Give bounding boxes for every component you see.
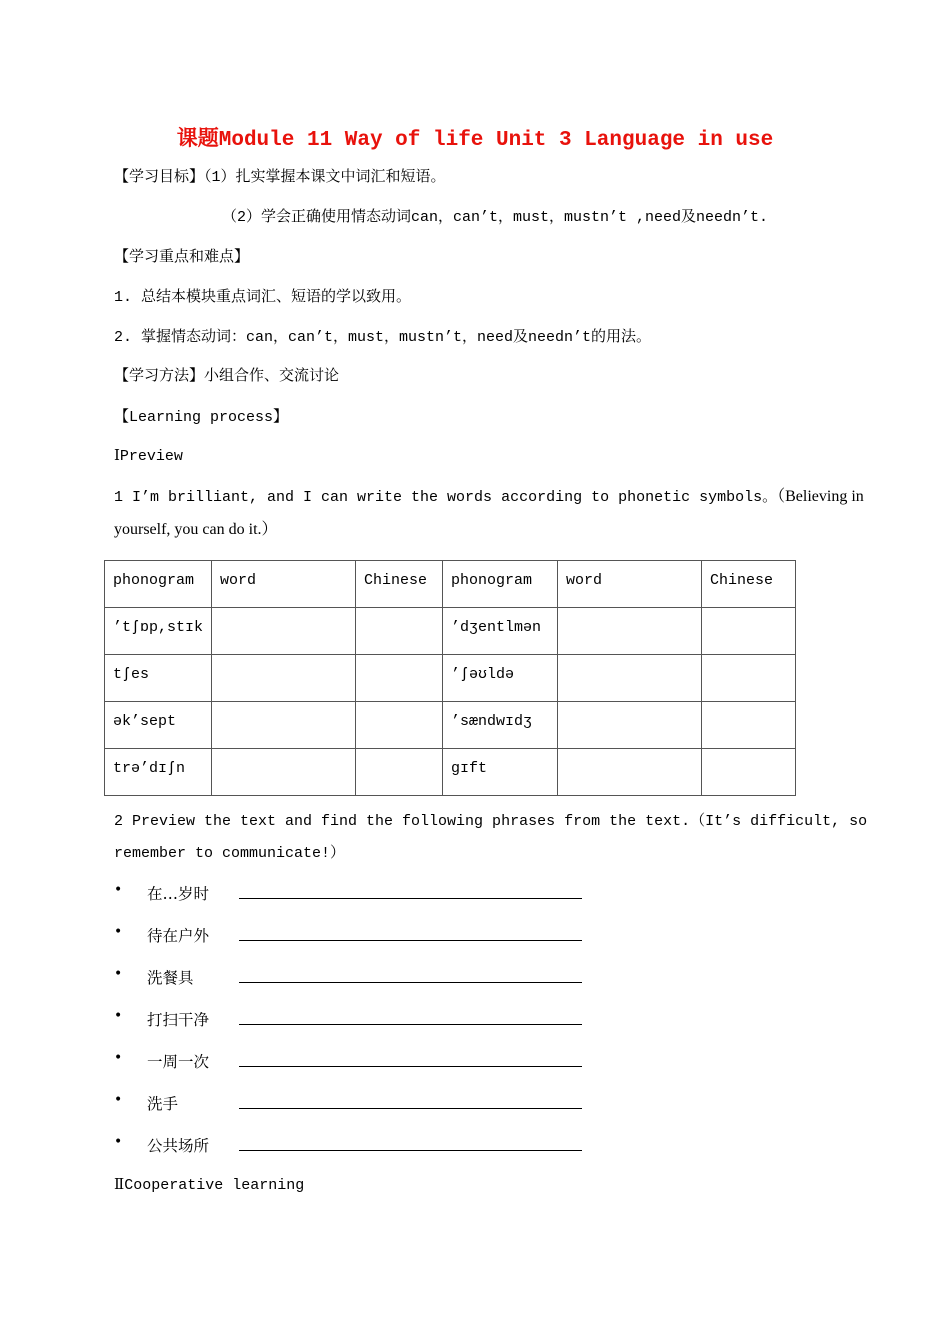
chinese-cell[interactable]	[356, 749, 443, 796]
table-row	[105, 608, 796, 655]
phonogram-cell: trə’dɪʃn	[105, 749, 212, 796]
word-cell[interactable]	[558, 608, 702, 655]
answer-blank[interactable]	[239, 982, 582, 983]
word-cell[interactable]	[212, 749, 356, 796]
task-1-encouragement: （Believing in	[777, 488, 864, 505]
answer-blank[interactable]	[239, 898, 582, 899]
chinese-cell[interactable]	[702, 655, 796, 702]
phonogram-cell: ’dʒentlmən	[443, 608, 558, 655]
task-1-line-2: yourself, you can do it.）	[114, 521, 278, 538]
bullet-icon: •	[114, 1008, 123, 1024]
chinese-cell[interactable]	[702, 749, 796, 796]
phonogram-cell: tʃes	[105, 655, 212, 702]
key-point-1: 1. 总结本模块重点词汇、短语的学以致用。	[114, 289, 412, 306]
learning-process-heading: 【Learning process】	[114, 409, 289, 426]
task-1-line-1	[114, 487, 864, 508]
table-row	[105, 702, 796, 749]
chinese-cell[interactable]	[702, 608, 796, 655]
cooperative-heading: ⅡCooperative learning	[114, 1177, 305, 1194]
phrase-label: 洗手	[147, 1095, 179, 1113]
phonogram-cell: ’ʃəʊldə	[443, 655, 558, 702]
phrase-label: 洗餐具	[147, 969, 194, 987]
bullet-icon: •	[114, 924, 123, 940]
phonogram-cell: gɪft	[443, 749, 558, 796]
answer-blank[interactable]	[239, 1024, 582, 1025]
word-cell[interactable]	[212, 702, 356, 749]
bullet-icon: •	[114, 1134, 123, 1150]
phrase-label: 待在户外	[147, 927, 210, 945]
word-cell[interactable]	[558, 655, 702, 702]
header-cell: phonogram	[443, 561, 558, 608]
phrase-label: 一周一次	[147, 1053, 210, 1071]
learning-method: 【学习方法】小组合作、交流讨论	[114, 368, 340, 385]
phrase-label: 公共场所	[147, 1137, 210, 1155]
preview-heading: ⅠPreview	[114, 448, 183, 465]
header-cell: phonogram	[105, 561, 212, 608]
objectives-label: 【学习目标】	[114, 169, 205, 186]
answer-blank[interactable]	[239, 1066, 582, 1067]
phonogram-cell: ’tʃɒp,stɪk	[105, 608, 212, 655]
page-title: 课题Module 11 Way of life Unit 3 Language in use	[176, 129, 774, 152]
chinese-cell[interactable]	[356, 608, 443, 655]
task-1-instruction: 1 I’m brilliant, and I can write the words according to phonetic symbols。	[114, 489, 778, 506]
header-cell: word	[558, 561, 702, 608]
table-row	[105, 655, 796, 702]
phrase-label: 打扫干净	[147, 1011, 210, 1029]
answer-blank[interactable]	[239, 940, 582, 941]
answer-blank[interactable]	[239, 1108, 582, 1109]
word-cell[interactable]	[558, 702, 702, 749]
bullet-icon: •	[114, 966, 123, 982]
phonogram-cell: ək’sept	[105, 702, 212, 749]
header-cell: word	[212, 561, 356, 608]
chinese-cell[interactable]	[356, 702, 443, 749]
bullet-icon: •	[114, 882, 123, 898]
objectives-line-1	[114, 168, 446, 188]
header-cell: Chinese	[702, 561, 796, 608]
phonetic-table	[104, 560, 796, 796]
chinese-cell[interactable]	[356, 655, 443, 702]
phrase-label: 在…岁时	[147, 885, 210, 903]
table-row	[105, 749, 796, 796]
objective-1: （1）扎实掌握本课文中词汇和短语。	[204, 169, 446, 186]
phonogram-cell: ’sændwɪdʒ	[443, 702, 558, 749]
chinese-cell[interactable]	[702, 702, 796, 749]
word-cell[interactable]	[212, 608, 356, 655]
task-2-line-2: remember to communicate!）	[114, 845, 346, 862]
answer-blank[interactable]	[239, 1150, 582, 1151]
word-cell[interactable]	[558, 749, 702, 796]
header-cell: Chinese	[356, 561, 443, 608]
bullet-icon: •	[114, 1050, 123, 1066]
task-2-line-1: 2 Preview the text and find the following phrases from the text.（It’s difficult, so	[114, 813, 868, 830]
word-cell[interactable]	[212, 655, 356, 702]
table-header-row	[105, 561, 796, 608]
key-points-heading: 【学习重点和难点】	[114, 249, 250, 266]
objective-2: （2）学会正确使用情态动词can，can’t，must，mustn’t ,need及needn’t.	[222, 209, 769, 226]
bullet-icon: •	[114, 1092, 123, 1108]
key-point-2: 2. 掌握情态动词：can，can’t，must，mustn’t，need及needn’t的用法。	[114, 329, 652, 346]
